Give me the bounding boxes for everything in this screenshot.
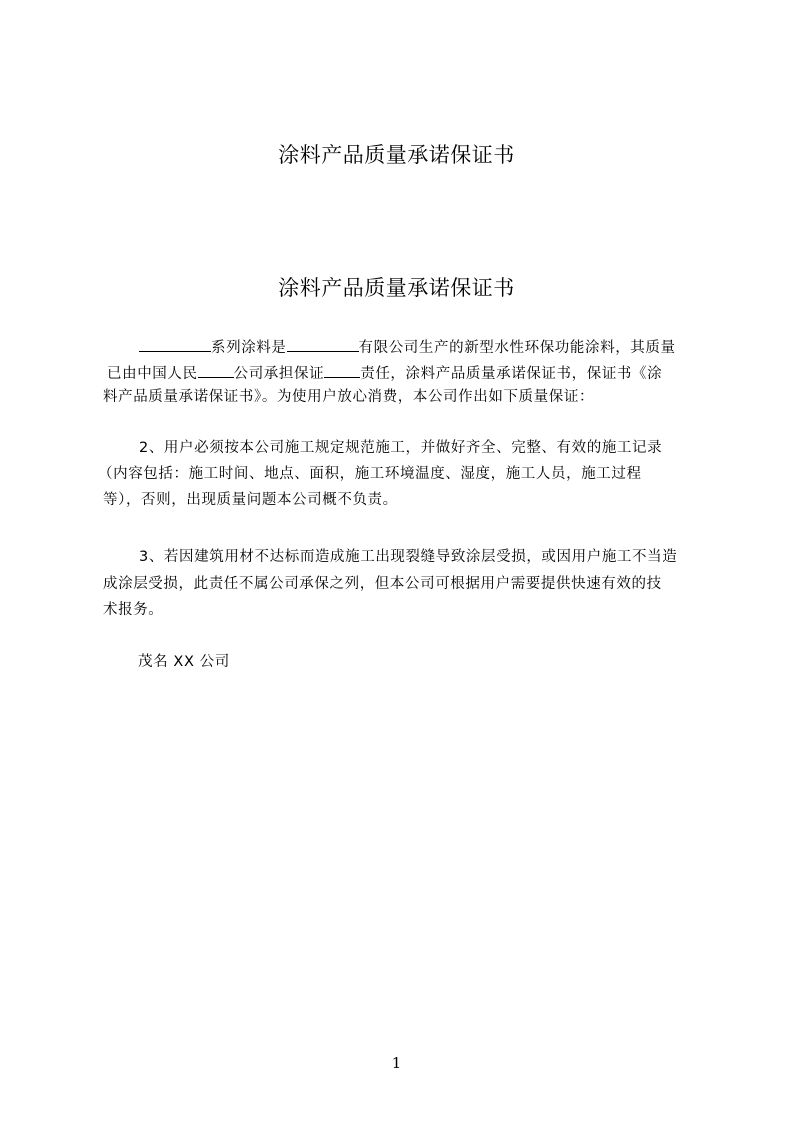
p1-text-segment: 责任，涂料产品质量承诺保证书，保证书《涂	[360, 366, 663, 382]
blank-series-name	[139, 338, 211, 352]
blank-insurer-name	[198, 364, 234, 378]
p1-text-segment: 已由中国人民	[107, 366, 198, 382]
paragraph-3-line-2: 成涂层受损，此责任不属公司承保之列，但本公司可根据用户需要提供快速有效的技	[103, 576, 662, 592]
paragraph-1-line-3: 料产品质量承诺保证书》。为使用户放心消费，本公司作出如下质量保证：	[103, 389, 595, 405]
paragraph-2-line-1: 2、用户必须按本公司施工规定规范施工，并做好齐全、完整、有效的施工记录	[139, 440, 663, 456]
paragraph-2-line-2: （内容包括：施工时间、地点、面积，施工环境温度、湿度，施工人员，施工过程	[98, 466, 642, 482]
p1-text-segment: 系列涂料是	[211, 340, 287, 356]
paragraph-3-line-3: 术报务。	[103, 602, 164, 618]
p1-text-segment: 有限公司生产的新型水性环保功能涂料，其质量	[358, 340, 676, 356]
paragraph-3-line-1: 3、若因建筑用材不达标而造成施工出现裂缝导致涂层受损，或因用户施工不当造	[139, 549, 678, 565]
document-title: 涂料产品质量承诺保证书	[278, 276, 515, 300]
blank-guarantee-type	[324, 364, 360, 378]
paragraph-1-line-1	[139, 338, 676, 356]
blank-company-name	[287, 338, 359, 352]
signature: 茂名 XX 公司	[138, 654, 230, 670]
page-number: 1	[391, 1054, 402, 1072]
p1-text-segment: 公司承担保证	[233, 366, 325, 382]
document-header-title: 涂料产品质量承诺保证书	[278, 143, 515, 167]
paragraph-1-line-2	[107, 364, 662, 382]
paragraph-2-line-3: 等），否则，出现质量问题本公司概不负责。	[103, 492, 398, 508]
